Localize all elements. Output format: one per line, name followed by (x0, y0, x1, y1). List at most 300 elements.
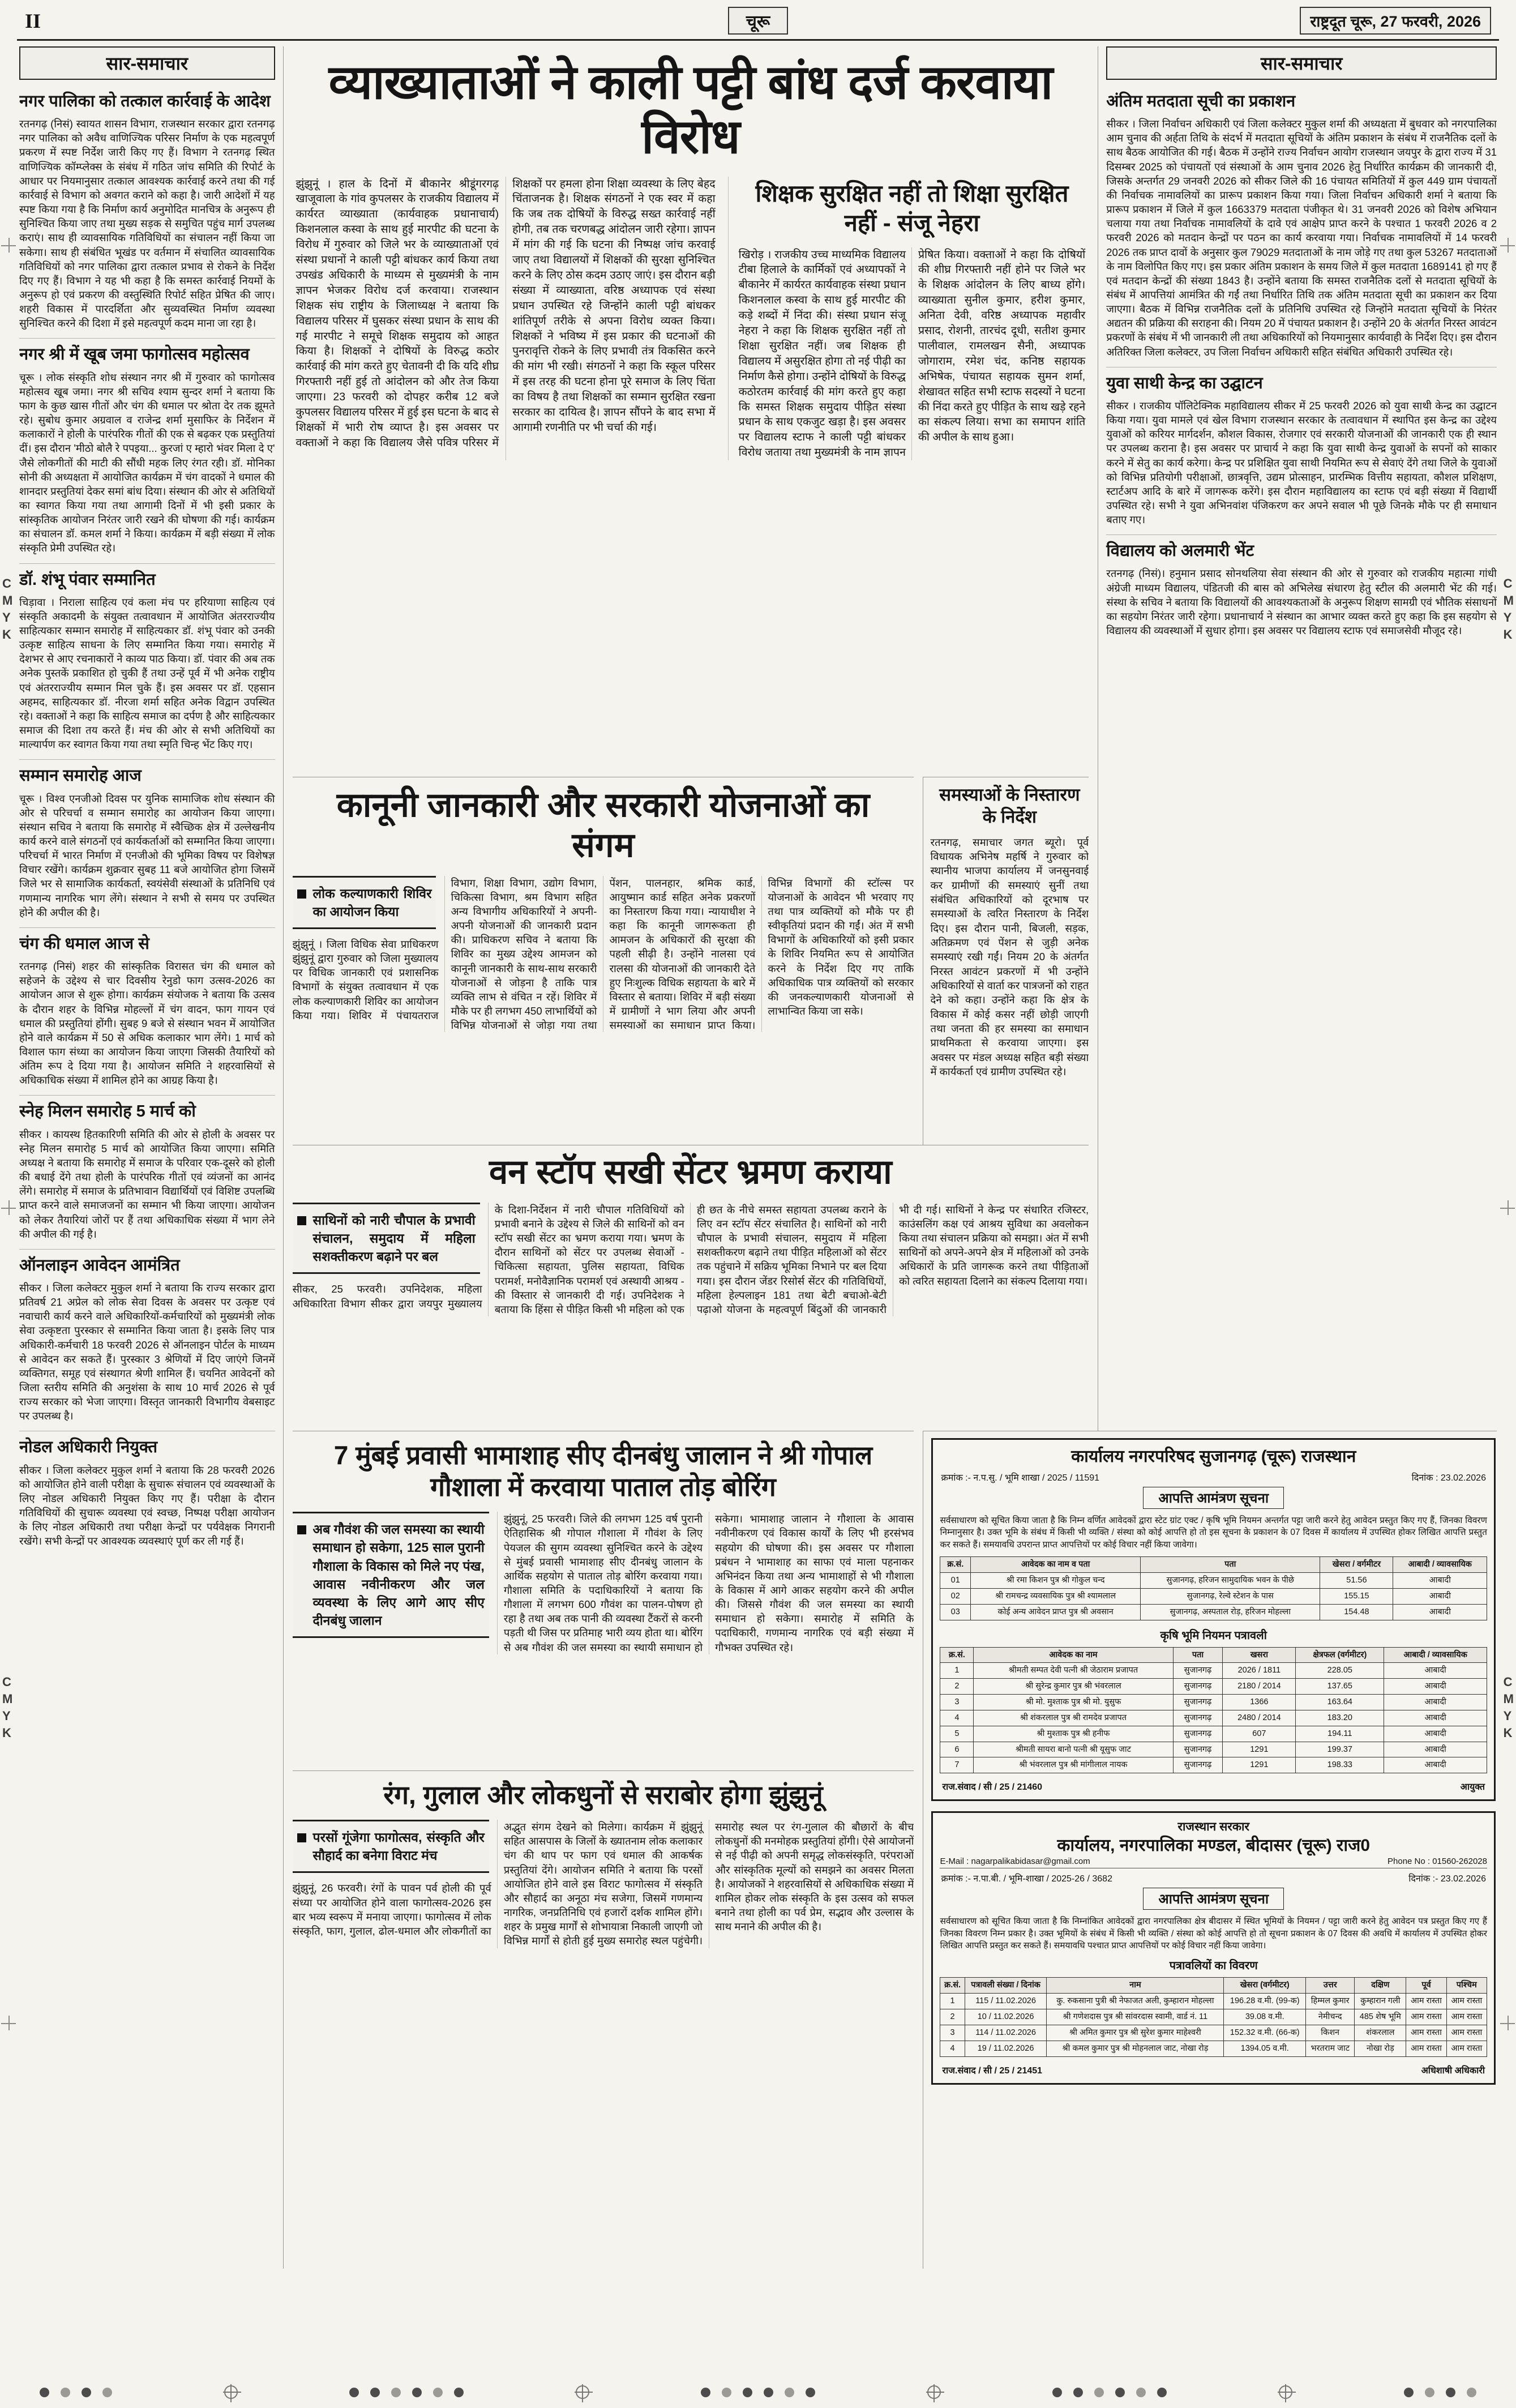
article-body: रतनगढ़ (निसं)। हनुमान प्रसाद सोनथलिया सेवा संस्थान की ओर से गुरुवार को राजकीय महात्मा गांधी अंग्रेजी माध्यम विद्यालय, पंडितजी की बास को अभिलेख संधारण हेतु स्टील की अलमारी भेंट की गई। संस्था के सचिव ने बताया कि विद्यालयों की आवश्यकताओं के अनुरूप शिक्षण सामग्री एवं भौतिक संसाधनों का सहयोग निरंतर जारी रहेगा। प्रधानाचार्य ने संस्थान का आभार व्यक्त करते हुए कहा कि इस सहयोग से विद्यालय की व्यवस्थाओं में सुधार होगा। इस अवसर पर विद्यालय स्टाफ एवं समाजसेवी मौजूद रहे। (1106, 567, 1497, 637)
registration-dot (1404, 2388, 1414, 2397)
left-sidebar (19, 46, 284, 2269)
cell-address: सुजानगढ़ (1173, 1726, 1223, 1742)
column-header: खेसरा / वर्गमीटर (1320, 1557, 1393, 1573)
table-row (940, 2009, 1487, 2025)
cell-applicant: श्री मो. मुश्ताक पुत्र श्री मो. युसुफ (974, 1695, 1173, 1710)
page-content (17, 41, 1499, 2320)
cell-north: नेमीचन्द (1306, 2009, 1355, 2025)
registration-target-icon (576, 2385, 589, 2399)
column-header: पता (1173, 1647, 1223, 1663)
cell-applicant: श्री मुश्ताक पुत्र श्री हनीफ (974, 1726, 1173, 1742)
reference-line (941, 1471, 1486, 1483)
cmyk-registration-right-1 (1504, 578, 1514, 641)
article-headline: नगर श्री में खूब जमा फागोत्सव महोत्सव (19, 345, 250, 364)
registration-dot (722, 2388, 731, 2397)
cell-area: 137.65 (1296, 1679, 1384, 1695)
cell-serial: 1 (940, 1663, 974, 1679)
grievance-article (923, 777, 1089, 1145)
cell-khasra: 154.48 (1320, 1604, 1393, 1620)
table-row (940, 1663, 1487, 1679)
registration-dot (1157, 2388, 1167, 2397)
cell-serial: 02 (940, 1588, 971, 1604)
cell-area: 199.37 (1296, 1742, 1384, 1757)
cell-east: आम रास्ता (1406, 2041, 1446, 2056)
cell-address: सुजानगढ़, रेल्वे स्टेशन के पास (1141, 1588, 1320, 1604)
news-article (19, 1250, 275, 1432)
cmyk-registration-left-1 (2, 578, 12, 641)
lead-body (293, 177, 1089, 461)
article-headline: नगर पालिका को तत्काल कार्रवाई के आदेश (19, 92, 271, 110)
cmyk-letter: M (1503, 593, 1514, 608)
office-name: कार्यालय नगरपरिषद सुजानगढ़ (चूरू) राजस्थान (1071, 1447, 1356, 1466)
cmyk-letter: C (2, 1675, 11, 1689)
registration-dot-group (40, 2388, 112, 2397)
crop-cross-icon (1500, 2016, 1515, 2030)
lead-article (293, 46, 1089, 777)
registration-dot-group (1404, 2388, 1476, 2397)
notice-text: सर्वसाधारण को सूचित किया जाता है कि निम्न वर्णित आवेदकों द्वारा स्टेट ग्रांट एक्ट / कृषि भूमि नियमन अन्तर्गत पट्टा जारी करने हेतु आवेदन प्रस्तुत किए गए हैं, जिनका विवरण निम्नानुसार है। उक्त भूमि के संबंध में किसी भी व्यक्ति / संस्था को कोई आपत्ति हो तो इस सूचना के प्रकाशन के 07 दिवस में कार्यालय में उपस्थित होकर लिखित आपत्ति प्रस्तुत कर सकते हैं। समयावधि उपरान्त प्राप्त आपत्तियों पर कोई विचार नहीं किया जावेगा। (940, 1516, 1487, 1550)
cell-address: सुजानगढ़, अस्पताल रोड़, हरिजन मोहल्ला (1141, 1604, 1320, 1620)
column-header: क्षेत्रफल (वर्गमीटर) (1296, 1647, 1384, 1663)
article-body: सीकर । जिला निर्वाचन अधिकारी एवं जिला कलेक्टर मुकुल शर्मा की अध्यक्षता में बुधवार को नगरपालिका आम चुनाव की अर्हता तिथि के संदर्भ में मतदाता सूचियों के अंतिम प्रकाशन के संबंध में राजनैतिक दलों के साथ बैठक आयोजित की गई। बैठक में उन्होंने राज्य निर्वाचन आयोग राजस्थान जयपुर के द्वारा राज्य में 31 दिसम्बर 2025 को पंचायतों एवं संस्थाओं के आम चुनाव 2026 हेतु निर्धारित कार्यक्रम की जानकारी दी, जिसके अन्तर्गत 29 जनवरी 2026 को सीकर जिले की 16 पंचायत समितियों में कुल 449 ग्राम पंचायतों की निर्वाचक नामावलियों का प्रारूप प्रकाशन किया गया। जिला निर्वाचन अधिकारी शर्मा ने बताया कि प्रारूप प्रकाशन में जिले में कुल 1663379 मतदाता पंजीकृत थे। 31 जनवरी 2026 को विशेष अभियान चलाया गया तथा निर्वाचक नामावलियों के दावे एवं आक्षेप प्राप्त करने के पश्चात 1 फरवरी 2026 व 2 फरवरी 2026 को मतदान केन्द्रों पर पठन का कार्य करवाया गया। निर्वाचक नामावलियों में 14 फरवरी 2026 तक प्राप्त दावों के अनुसार कुल 79029 मतदाताओं के नाम जोड़े गए तथा कुल 53267 मतदाताओं के नाम विलोपित किए गए। इस प्रकार अंतिम प्रकाशन के समय जिले में कुल मतदाता 1689141 हो गए हैं एवं मतदान केन्द्रों की संख्या 1843 है। उन्होंने बताया कि समस्त राजनैतिक दलों से मतदाता सूचियों के संबंध में आपत्तियां आमंत्रित की गईं तथा निर्धारित तिथि तक अंतिम मतदाता सूची का प्रकाशन कर दिया जाएगा। बैठक में विभिन्न राजनैतिक दलों के प्रतिनिधि उपस्थित रहे जिन्होंने मतदाता सूचियों के निरंतर अद्यतन की प्रक्रिया की सराहना की। नियम 20 में पंचायत प्रकाशन है। उन्होंने 20 के अंतर्गत निरस्त आवंटन प्रकरणों के संबंध में भी जानकारी ली तथा अधिकारियों को नियमानुसार कार्यवाही के निर्देश दिए। इस दौरान अतिरिक्त जिला कलेक्टर, उप जिला निर्वाचन अधिकारी सहित संबंधित अधिकारी उपस्थित रहे। (1106, 118, 1497, 358)
cell-address: सुजानगढ़ (1173, 1695, 1223, 1710)
table-row (940, 1572, 1487, 1588)
column-header: क्र.सं. (940, 1647, 974, 1663)
cell-applicant: श्री शंकरलाल पुत्र श्री रामदेव प्रजापत (974, 1710, 1173, 1726)
sub-table-title: पत्रावलियों का विवरण (1169, 1960, 1258, 1973)
notice-bidasar (931, 1811, 1496, 2084)
left-sidebar-title: सार-समाचार (19, 46, 275, 80)
news-article (1106, 535, 1497, 645)
column-header: आवेदक का नाम (974, 1647, 1173, 1663)
article-headline: स्नेह मिलन समारोह 5 मार्च को (19, 1102, 196, 1121)
registration-dot (40, 2388, 49, 2397)
registration-dot (1073, 2388, 1083, 2397)
registration-dot-group (701, 2388, 815, 2397)
registration-dot (764, 2388, 773, 2397)
registration-dot (743, 2388, 752, 2397)
article-body (293, 1820, 914, 1948)
cell-south: नोखा रोड़ (1355, 2041, 1406, 2056)
right-sidebar-title: सार-समाचार (1106, 46, 1497, 80)
cmyk-letter: Y (1503, 1709, 1512, 1723)
news-article (19, 760, 275, 928)
news-article (19, 928, 275, 1096)
notice-title-wrap (940, 1487, 1487, 1509)
page-number: II (25, 9, 41, 32)
lead-body-text: झुंझुनूं । हाल के दिनों में बीकानेर श्रीडूंगरगढ़ खाजूवाला के गांव कुपलसर के राजकीय विद्यालय में कार्यरत व्याख्याता (कार्यवाहक प्रधानाचार्य) किशनलाल कस्वा के साथ हुई मारपीट की घटना के विरोध में गुरुवार को जिले भर के व्याख्याताओं एवं संस्था प्रधानों ने काली पट्टी बांधकर कार्य किया तथा उपखंड अधिकारी के माध्यम से मुख्यमंत्री के नाम ज्ञापन भेजकर विरोध दर्ज करवाया। राजस्थान शिक्षक संघ राष्ट्रीय के जिलाध्यक्ष ने बताया कि विद्यालय परिसर में घुसकर संस्था प्रधान के साथ की गई मारपीट ने समूचे शिक्षक समुदाय को आहत किया है। शिक्षकों ने दोषियों के विरुद्ध कठोर कार्रवाई की मांग करते हुए चेतावनी दी कि यदि शीघ्र गिरफ्तारी नहीं हुई तो आंदोलन को और तेज किया जाएगा। 23 फरवरी को दोपहर करीब 12 बजे कुपलसर विद्यालय परिसर में हुई इस घटना के बाद से शिक्षकों में भारी रोष व्याप्त है। इस अवसर पर वक्ताओं ने कहा कि विद्यालय जैसे पवित्र परिसर में शिक्षकों पर हमला होना शिक्षा व्यवस्था के लिए बेहद चिंताजनक है। शिक्षक संगठनों ने एक स्वर में कहा कि जब तक दोषियों के विरुद्ध सख्त कार्रवाई नहीं होगी, तब तक चरणबद्ध आंदोलन जारी रहेगा। ज्ञापन में मांग की गई कि घटना की निष्पक्ष जांच करवाई जाए तथा विद्यालयों में शिक्षकों की सुरक्षा सुनिश्चित करने के लिए ठोस कदम उठाए जाएं। इस दौरान बड़ी संख्या में व्याख्याता, वरिष्ठ अध्यापक एवं संस्था प्रधान उपस्थित रहे जिन्होंने काली पट्टी बांधकर शांतिपूर्ण तरीके से अपना विरोध व्यक्त किया। शिक्षकों ने भविष्य में इस प्रकार की घटनाओं की पुनरावृत्ति रोकने के लिए प्रभावी तंत्र विकसित करने की मांग भी रखी। संगठनों ने कहा कि स्कूल परिसर में इस तरह की घटना होना पूरे समाज के लिए चिंता का विषय है तथा शिक्षकों का सम्मान सुरक्षित रखना सरकार का दायित्व है। ज्ञापन सौंपने के बाद सभा में आगामी रणनीति पर भी चर्चा की गई। (296, 177, 716, 449)
table-body (940, 1994, 1487, 2056)
registration-target-icon (224, 2385, 238, 2399)
article-highlight-box (293, 1820, 489, 1873)
column-header: क्र.सं. (940, 1978, 965, 1994)
reference-number: क्रमांक :- न.प.सु. / भूमि शाखा / 2025 / 11591 (941, 1473, 1100, 1483)
cell-serial: 4 (940, 2041, 965, 2056)
cell-address: सुजानगढ़ (1173, 1679, 1223, 1695)
crop-cross-icon (1500, 1200, 1515, 1215)
column-header: पता (1141, 1557, 1320, 1573)
table-row (940, 1710, 1487, 1726)
table-row (940, 1742, 1487, 1757)
applicants-table (940, 1556, 1487, 1620)
registration-dot (1136, 2388, 1146, 2397)
paper-date-line: राष्ट्रदूत चूरू, 27 फरवरी, 2026 (1300, 7, 1491, 35)
signature-row (940, 2064, 1487, 2076)
cell-serial: 6 (940, 1742, 974, 1757)
table-row (940, 1994, 1487, 2009)
government-line: राजस्थान सरकार (1177, 1820, 1250, 1834)
cell-applicant: श्री अमित कुमार पुत्र श्री सुरेश कुमार माहेश्वरी (1047, 2025, 1224, 2041)
cell-file-number: 19 / 11.02.2026 (965, 2041, 1047, 2056)
article-headline: रंग, गुलाल और लोकधुनों से सराबोर होगा झुंझुनूं (383, 1780, 823, 1810)
legal-camp-article (293, 777, 914, 1145)
registration-dot (82, 2388, 91, 2397)
cmyk-letter: K (2, 1726, 11, 1740)
cmyk-letter: C (2, 576, 11, 591)
cell-serial: 03 (940, 1604, 971, 1620)
cell-east: आम रास्ता (1406, 1994, 1446, 2009)
edition-name (728, 7, 788, 35)
registration-dot (806, 2388, 815, 2397)
article-highlight-box (293, 1203, 480, 1274)
cell-serial: 2 (940, 1679, 974, 1695)
related-article (728, 177, 1086, 461)
registration-dot (433, 2388, 443, 2397)
cmyk-letter: K (1503, 627, 1513, 641)
registration-dot (61, 2388, 70, 2397)
cell-east: आम रास्ता (1406, 2025, 1446, 2041)
article-headline: विद्यालय को अलमारी भेंट (1106, 542, 1254, 561)
cell-khasra: 607 (1223, 1726, 1296, 1742)
cell-serial: 5 (940, 1726, 974, 1742)
registration-dot-group (1052, 2388, 1167, 2397)
cell-west: आम रास्ता (1446, 2009, 1487, 2025)
table-header (940, 1647, 1487, 1663)
cell-applicant: श्री सुरेन्द्र कुमार पुत्र श्री भंवरलाल (974, 1679, 1173, 1695)
notice-title: आपत्ति आमंत्रण सूचना (1143, 1487, 1284, 1509)
article-headline: वन स्टॉप सखी सेंटर भ्रमण कराया (489, 1153, 892, 1191)
cell-east: आम रास्ता (1406, 2009, 1446, 2025)
article-body (293, 1512, 914, 1654)
cmyk-letter: Y (2, 1709, 11, 1723)
cell-area: 198.33 (1296, 1757, 1384, 1773)
article-headline: डॉ. शंभू पंवार सम्मानित (19, 570, 156, 589)
square-bullet-icon (297, 1216, 306, 1225)
cmyk-letter: C (1503, 576, 1513, 591)
cell-north: हिम्मल कुमार (1306, 1994, 1355, 2009)
sakhi-centre-article (293, 1145, 1089, 1431)
registration-dot (1115, 2388, 1125, 2397)
registration-dot (370, 2388, 380, 2397)
lead-headline: व्याख्याताओं ने काली पट्टी बांध दर्ज करवाया विरोध (328, 55, 1053, 163)
related-article-headline: शिक्षक सुरक्षित नहीं तो शिक्षा सुरक्षित नहीं - संजू नेहरा (755, 179, 1069, 236)
contact-line (940, 1857, 1487, 1868)
reference-number: क्रमांक :- न.पा.बी. / भूमि-शाखा / 2025-26 / 3682 (941, 1874, 1112, 1884)
article-body: चिड़ावा । निराला साहित्य एवं कला मंच पर हरियाणा साहित्य एवं संस्कृति अकादमी के संयुक्त तत्वावधान में आयोजित अंतरराज्यीय साहित्यकार सम्मान समारोह में साहित्यकार डॉ. शंभू पंवार को उनकी उत्कृष्ट साहित्य साधना के लिए सम्मानित किया गया। समारोह में देशभर से आए रचनाकारों ने काव्य पाठ किया। डॉ. पंवार की अब तक अनेक पुस्तकें प्रकाशित हो चुकी हैं तथा उन्हें पूर्व में भी अनेक राष्ट्रीय एवं अंतरराज्यीय सम्मान मिल चुके हैं। इस अवसर पर डॉ. एहसान अहमद, साहित्यकार डॉ. नीरजा शर्मा सहित अनेक विद्वान उपस्थित रहे। वक्ताओं ने कहा कि साहित्य समाज का दर्पण है और साहित्यकार समाज की दिशा तय करते हैं। मंच की ओर से सभी अतिथियों का माल्यार्पण कर स्वागत किया गया तथा स्मृति चिन्ह भेंट किए गए। (19, 596, 275, 751)
cell-type: आबादी (1384, 1742, 1487, 1757)
cell-applicant: श्री रामचन्द्र व्यवसायिक पुत्र श्री श्यामलाल (971, 1588, 1141, 1604)
cell-type: आबादी (1384, 1757, 1487, 1773)
cell-west: आम रास्ता (1446, 2041, 1487, 2056)
cell-north: किशन (1306, 2025, 1355, 2041)
article-body: सीकर । जिला कलेक्टर मुकुल शर्मा ने बताया कि 28 फरवरी 2026 को आयोजित होने वाली परीक्षा के सुचारू संचालन एवं व्यवस्थाओं के लिए नोडल अधिकारी नियुक्त किए गए हैं। परीक्षा के दौरान गतिविधियों की सुचारू व्यवस्था एवं स्वच्छ, निष्पक्ष परीक्षा आयोजन के लिए नोडल अधिकारी तथा परीक्षा केन्द्रों पर पर्यवेक्षक निगरानी रखेंगे। सभी केन्द्रों पर आवश्यक व्यवस्थाएं पूर्ण कर ली गई हैं। (19, 1464, 275, 1547)
table-header-row (940, 1557, 1487, 1573)
cell-type: आबादी (1384, 1663, 1487, 1679)
cell-type: आबादी (1384, 1695, 1487, 1710)
column-header: उत्तर (1306, 1978, 1355, 1994)
cmyk-letter: Y (2, 610, 11, 625)
signatory: अधिशाषी अधिकारी (1421, 2065, 1485, 2076)
cell-applicant: श्री रमा किशन पुत्र श्री गोकुल चन्द (971, 1572, 1141, 1588)
table-row (940, 1679, 1487, 1695)
cell-applicant: श्री गणेशदास पुत्र श्री सांवरदास स्वामी, वार्ड नं. 11 (1047, 2009, 1224, 2025)
table-row (940, 2025, 1487, 2041)
right-sidebar (1098, 46, 1497, 1431)
cell-applicant: श्री कमल कुमार पुत्र श्री मोहनलाल जाट, नोखा रोड़ (1047, 2041, 1224, 2056)
cmyk-letter: M (2, 1692, 13, 1706)
office-name: कार्यालय, नगरपालिका मण्डल, बीदासर (चूरू) राज0 (1057, 1836, 1371, 1855)
crop-cross-icon (1, 2016, 16, 2030)
registration-dot (1052, 2388, 1062, 2397)
cell-khasra: 51.56 (1320, 1572, 1393, 1588)
cell-applicant: कु. रुकसाना पुत्री श्री नेफाजत अली, कुम्हारान मोहल्ला (1047, 1994, 1224, 2009)
table-header-row (940, 1647, 1487, 1663)
table-row (940, 1757, 1487, 1773)
cmyk-letter: K (1503, 1726, 1513, 1740)
table-header (940, 1978, 1487, 1994)
column-header: पूर्व (1406, 1978, 1446, 1994)
highlight-text: साथिनों को नारी चौपाल के प्रभावी संचालन, समुदाय में महिला सशक्तीकरण बढ़ाने पर बल (312, 1212, 476, 1264)
cmyk-letter: K (2, 627, 11, 641)
news-article (19, 339, 275, 563)
registration-dot (454, 2388, 464, 2397)
article-body (293, 876, 914, 1033)
article-headline: नोडल अधिकारी नियुक्त (19, 1438, 158, 1457)
notice-title-wrap (940, 1888, 1487, 1910)
notice-date: दिनांक :- 23.02.2026 (1408, 1874, 1486, 1884)
press-reference: राज.संवाद / सी / 25 / 21460 (942, 1782, 1043, 1793)
table-row (940, 1604, 1487, 1620)
table-row (940, 1726, 1487, 1742)
cell-area: 39.08 व.मी. (1224, 2009, 1306, 2025)
fagotsav-article (293, 1770, 914, 2269)
article-headline: चंग की धमाल आज से (19, 934, 149, 953)
cell-applicant: श्री भंवरलाल पुत्र श्री मांगीलाल नायक (974, 1757, 1173, 1773)
registration-dot (1446, 2388, 1455, 2397)
sub-table-title: कृषि भूमि नियमन पत्रावली (1160, 1629, 1267, 1642)
registration-dot (349, 2388, 359, 2397)
body-text: झुंझुनूं, 25 फरवरी। जिले की लगभग 125 वर्ष पुरानी ऐतिहासिक श्री गोपाल गौशाला में गौवंश के लिए पेयजल की सुगम व्यवस्था सुनिश्चित करने के उद्देश्य से मुंबई प्रवासी भामाशाह सीए दीनबंधु जालान के आर्थिक सहयोग से पाताल तोड़ बोरिंग करवाया गया। गौशाला समिति के पदाधिकारियों ने बताया कि गौशाला में लगभग 600 गौवंश का पालन-पोषण हो रहा है तथा अब तक पानी की व्यवस्था टैंकरों से करनी पड़ती थी जिस पर प्रतिमाह भारी व्यय होता था। बोरिंग से अब गौवंश की जल समस्या का स्थायी समाधान हो सकेगा। भामाशाह जालान ने गौशाला के आवास नवीनीकरण एवं विकास कार्यों के लिए भी हरसंभव सहयोग की घोषणा की। इस अवसर पर गौशाला प्रबंधन ने भामाशाह का साफा एवं माला पहनाकर अभिनंदन किया तथा अन्य भामाशाहों से भी गौशाला के विकास में आगे आकर सहयोग करने की अपील की। जिससे गौवंश की जल समस्या का स्थायी समाधान हो सकेगा। समारोह में समिति के पदाधिकारी, गणमान्य नागरिक एवं बड़ी संख्या में गौभक्त उपस्थित रहे। (503, 1513, 914, 1653)
article-body: चूरू । लोक संस्कृति शोध संस्थान नगर श्री में गुरुवार को फागोत्सव महोत्सव खूब जमा। नगर श्री सचिव श्याम सुन्दर शर्मा ने बताया कि फाग के कुछ खास गीतों और चंग की धमाल पर श्रोता देर तक झूमते रहे। सुबोध कुमार अग्रवाल व राजेन्द्र शर्मा मुसाफिर के निर्देशन में कलाकारों ने होली के पारंपरिक गीतों की एक से बढ़कर एक प्रस्तुतियां दीं। इस दौरान 'मीठो बोलै रे पपइया... कुरजां ए म्हारो भंवर मिला दे ए' जैसे लोकगीतों की माटी की सौंधी महक लिए रंगत रही। डॉ. मोनिका सोनी की अध्यक्षता में आयोजित कार्यक्रम में चंग वादकों ने धमाल की शानदार प्रस्तुतियां देकर समां बांध दिया। संस्थान की ओर से अतिथियों का स्वागत किया गया तथा आगामी दिनों में भी इसी प्रकार के सांस्कृतिक आयोजन निरंतर जारी रखने की घोषणा की गई। कार्यक्रम का संचालन डॉ. कमल शर्मा ने किया। कार्यक्रम में बड़ी संख्या में लोक संस्कृति प्रेमी उपस्थित रहे। (19, 371, 275, 554)
office-email: E-Mail : nagarpalikabidasar@gmail.com (940, 1857, 1090, 1867)
registration-target-icon (1279, 2385, 1292, 2399)
table-body (940, 1572, 1487, 1620)
column-header: खेसरा (वर्गमीटर) (1224, 1978, 1306, 1994)
cell-serial: 1 (940, 1994, 965, 2009)
cell-file-number: 115 / 11.02.2026 (965, 1994, 1047, 2009)
article-headline: ऑनलाइन आवेदन आमंत्रित (19, 1256, 180, 1274)
body-text: झुंझुनूं । जिला विधिक सेवा प्राधिकरण झुंझुनूं द्वारा गुरुवार को जिला मुख्यालय पर विधिक जानकारी एवं प्रशासनिक विभागों के संयुक्त तत्वावधान में एक लोक कल्याणकारी शिविर का आयोजन किया गया। शिविर में पंचायतराज विभाग, शिक्षा विभाग, उद्योग विभाग, चिकित्सा विभाग, श्रम विभाग सहित अन्य विभागीय अधिकारियों ने अपनी-अपनी योजनाओं की जानकारी प्रदान की। प्राधिकरण सचिव ने बताया कि शिविर का मुख्य उद्देश्य आमजन को कानूनी जानकारी के साथ-साथ सरकारी योजनाओं से जोड़ना है ताकि पात्र व्यक्ति लाभ से वंचित न रहें। शिविर में मौके पर ही लगभग 450 लाभार्थियों को विभिन्न योजनाओं से जोड़ा गया तथा पेंशन, पालनहार, श्रमिक कार्ड, आयुष्मान कार्ड सहित अनेक प्रकरणों का निस्तारण किया गया। न्यायाधीश ने कहा कि कानूनी जागरूकता ही आमजन के अधिकारों की सुरक्षा की पहली सीढ़ी है। उन्होंने नालसा एवं रालसा की योजनाओं की जानकारी देते हुए निःशुल्क विधिक सहायता के बारे में विस्तार से बताया। शिविर में बड़ी संख्या में ग्रामीणों ने भाग लिया और अपनी समस्याओं का समाधान प्राप्त किया। विभिन्न विभागों की स्टॉल्स पर योजनाओं के आवेदन भी भरवाए गए तथा पात्र व्यक्तियों को मौके पर ही स्वीकृतियां प्रदान की गईं। अंत में सभी विभागों के अधिकारियों को इसी प्रकार के शिविर नियमित रूप से आयोजित करने के निर्देश दिए गए ताकि अधिकाधिक पात्र व्यक्तियों को सरकार की जनकल्याणकारी योजनाओं से लाभान्वित किया जा सके। (292, 876, 914, 1032)
table-header (940, 1557, 1487, 1573)
left-sidebar-articles (19, 85, 275, 1556)
table-row (940, 1695, 1487, 1710)
office-phone: Phone No : 01560-262028 (1387, 1857, 1487, 1867)
article-highlight-box (293, 876, 436, 929)
cell-type: आबादी (1393, 1604, 1487, 1620)
article-headline: 7 मुंबई प्रवासी भामाशाह सीए दीनबंधु जालान ने श्री गोपाल गौशाला में करवाया पाताल तोड़ बोरिंग (333, 1440, 873, 1502)
cell-type: आबादी (1393, 1572, 1487, 1588)
column-header: पश्चिम (1446, 1978, 1487, 1994)
cell-serial: 3 (940, 2025, 965, 2041)
news-article (1106, 85, 1497, 367)
table-body (940, 1663, 1487, 1773)
cell-khasra: 2026 / 1811 (1223, 1663, 1296, 1679)
cell-area: 1394.05 व.मी. (1224, 2041, 1306, 2056)
table-row (940, 1588, 1487, 1604)
cell-file-number: 10 / 11.02.2026 (965, 2009, 1047, 2025)
article-headline: सम्मान समारोह आज (19, 767, 142, 785)
article-body: रतनगढ़ (निसं) शहर की सांस्कृतिक विरासत चंग की धमाल को सहेजने के उद्देश्य से चार दिवसीय रेनुडो फाग उत्सव-2026 का आयोजन आज से शुरू होगा। कार्यक्रम संयोजक ने बताया कि उत्सव के दौरान शहर के विभिन्न मोहल्लों में चंग वादन, फाग गायन एवं धमाल की प्रस्तुतियां होंगी। सुबह 9 बजे से संस्थान भवन में आयोजित होने वाले कार्यक्रम में 50 से अधिक कलाकार भाग लेंगे। 1 मार्च को विशाल फाग संध्या का आयोजन किया जाएगा जिसकी तैयारियों को अंतिम रूप दे दिया गया है। आयोजन समिति ने शहरवासियों से अधिकाधिक संख्या में शामिल होने का आग्रह किया है। (19, 960, 275, 1087)
notice-sujangarh (931, 1438, 1496, 1801)
signature-row (940, 1780, 1487, 1793)
cell-area: 194.11 (1296, 1726, 1384, 1742)
registration-dot (102, 2388, 112, 2397)
cell-khasra: 2180 / 2014 (1223, 1679, 1296, 1695)
article-body: सीकर । कायस्थ हितकारिणी समिति की ओर से होली के अवसर पर स्नेह मिलन समारोह 5 मार्च को आयोजित किया जाएगा। समिति अध्यक्ष ने बताया कि समारोह में समाज के परिवार एक-दूसरे को होली की बधाई देंगे तथा होली के पारंपरिक गीतों एवं व्यंजनों का आनंद लेंगे। समारोह में समाज के प्रतिभावान विद्यार्थियों एवं विशिष्ट उपलब्धि प्राप्त करने वाले समाजजनों का सम्मान भी किया जाएगा। आयोजन को लेकर तैयारियां जोरों पर हैं तथा अधिकाधिक संख्या में भाग लेने की अपील की गई है। (19, 1128, 275, 1240)
registration-dot (1425, 2388, 1434, 2397)
news-article (19, 1431, 275, 1556)
edition-label: चूरू (728, 7, 788, 35)
cell-applicant: कोई अन्य आवेदन प्राप्त पुत्र श्री अवसान (971, 1604, 1141, 1620)
files-table (940, 1977, 1487, 2056)
registration-dot (1467, 2388, 1476, 2397)
column-header: खसरा (1223, 1647, 1296, 1663)
cell-south: 485 शेष भूमि (1355, 2009, 1406, 2025)
cell-applicant: श्रीमती सायरा बानो पत्नी श्री यूसुफ जाट (974, 1742, 1173, 1757)
cell-address: सुजानगढ़ (1173, 1663, 1223, 1679)
cell-applicant: श्रीमती सम्पत देवी पत्नी श्री जेठाराम प्रजापत (974, 1663, 1173, 1679)
crop-cross-icon (1500, 238, 1515, 253)
cell-address: सुजानगढ़ (1173, 1757, 1223, 1773)
registration-bar (40, 2385, 1476, 2399)
cell-area: 163.64 (1296, 1695, 1384, 1710)
article-headline: समस्याओं के निस्तारण के निर्देश (939, 785, 1080, 827)
table-row (940, 2041, 1487, 2056)
cell-khasra: 1291 (1223, 1757, 1296, 1773)
highlight-text: परसों गूंजेगा फागोत्सव, संस्कृति और सौहार्द का बनेगा विराट मंच (312, 1830, 485, 1863)
table-header-row (940, 1978, 1487, 1994)
notice-title: आपत्ति आमंत्रण सूचना (1143, 1888, 1284, 1910)
press-reference: राज.संवाद / सी / 25 / 21451 (942, 2065, 1043, 2076)
right-sidebar-articles (1106, 85, 1497, 645)
body-text: झुंझुनूं, 26 फरवरी। रंगों के पावन पर्व होली की पूर्व संध्या पर आयोजित होने वाला फागोत्सव-2026 इस बार भव्य स्वरूप में मनाया जाएगा। फागोत्सव में लोक संस्कृति, फाग, गुलाल, ढोल-धमाल और लोकगीतों का अद्भुत संगम देखने को मिलेगा। कार्यक्रम में झुंझुनूं सहित आसपास के जिलों के ख्यातनाम लोक कलाकार चंग की थाप पर फाग एवं धमाल की आकर्षक प्रस्तुतियां देंगे। आयोजन समिति ने बताया कि परसों आयोजित होने वाले इस विराट फागोत्सव में संस्कृति और सौहार्द का अनूठा मंच सजेगा, जिसमें गणमान्य नागरिक, जनप्रतिनिधि एवं हजारों दर्शक शामिल होंगे। शहर के प्रमुख मार्गों से शोभायात्रा निकाली जाएगी जो विभिन्न मार्गों से होती हुई मुख्य समारोह स्थल पहुंचेगी। समारोह स्थल पर रंग-गुलाल की बौछारों के बीच लोकधुनों की मनमोहक प्रस्तुतियां होंगी। ऐसे आयोजनों से नई पीढ़ी को अपनी समृद्ध लोकसंस्कृति, परंपराओं और सांस्कृतिक मूल्यों को समझने का अवसर मिलता है। आयोजकों ने शहरवासियों से अधिकाधिक संख्या में शामिल होकर लोक संस्कृति के इस उत्सव को सफल बनाने तथा होली का पर्व प्रेम, सद्भाव और उल्लास के साथ मनाने की अपील की है। (292, 1821, 914, 1947)
cell-address: सुजानगढ़ (1173, 1742, 1223, 1757)
column-header: नाम (1047, 1978, 1224, 1994)
cell-serial: 4 (940, 1710, 974, 1726)
cell-type: आबादी (1393, 1588, 1487, 1604)
registration-dot-group (349, 2388, 464, 2397)
cell-south: कुम्हारान गली (1355, 1994, 1406, 2009)
cell-area: 196.28 व.मी. (99-क) (1224, 1994, 1306, 2009)
cell-north: भरतराम जाट (1306, 2041, 1355, 2056)
article-body: सीकर । राजकीय पॉलिटेक्निक महाविद्यालय सीकर में 25 फरवरी 2026 को युवा साथी केन्द्र का उद्घाटन किया गया। युवा मामले एवं खेल विभाग राजस्थान सरकार के तत्वावधान में स्थापित इस केन्द्र का उद्देश्य युवाओं को करियर मार्गदर्शन, कौशल विकास, रोजगार एवं सरकारी योजनाओं की जानकारी एक ही स्थान पर उपलब्ध कराना है। इस अवसर पर प्राचार्य ने कहा कि युवा साथी केन्द्र युवाओं के सपनों को साकार करने में सेतु का कार्य करेगा। केन्द्र पर प्रशिक्षित युवा साथी नियमित रूप से सेवाएं देंगे तथा जिले के युवाओं को विभिन्न प्रतियोगी परीक्षाओं, छात्रवृत्ति, उद्यम प्रोत्साहन, प्रारम्भिक वित्तीय सहायता, कौशल प्रशिक्षण, स्टार्टअप आदि के बारे में जागरूक करेंगे। इस दौरान महाविद्यालय का स्टाफ एवं बड़ी संख्या में विद्यार्थी उपस्थित रहे। सभी ने युवा अभिनवांश पंजिकरण कर अपने सवाल भी पूछे जिनके मौके पर ही समाधान बताए गए। (1106, 399, 1497, 526)
square-bullet-icon (297, 1833, 306, 1842)
crop-cross-icon (1, 238, 16, 253)
cell-type: आबादी (1384, 1710, 1487, 1726)
registration-dot (701, 2388, 710, 2397)
cell-address: सुजानगढ़, हरिजन सामुदायिक भवन के पीछे (1141, 1572, 1320, 1588)
gaushala-article (293, 1431, 914, 1770)
cmyk-registration-right-2 (1504, 1676, 1514, 1739)
crop-cross-icon (1, 1200, 16, 1215)
cell-area: 228.05 (1296, 1663, 1384, 1679)
article-body: सीकर । जिला कलेक्टर मुकुल शर्मा ने बताया कि राज्य सरकार द्वारा प्रतिवर्ष 21 अप्रेल को लोक सेवा दिवस के अवसर पर उत्कृष्ट एवं नवाचारी कार्य करने वाले अधिकारियों-कर्मचारियों को मुख्यमंत्री लोक सेवा उत्कृष्टता पुरस्कार से सम्मानित किया जाता है। इसके लिए पात्र अधिकारी-कर्मचारी 18 फरवरी 2026 से ऑनलाइन पोर्टल के माध्यम से आवेदन कर सकते हैं। पुरस्कार 3 श्रेणियों में दिए जाएंगे जिनमें व्यक्तिगत, समूह एवं संस्थागत श्रेणी शामिल हैं। चयनित आवेदनों को जिला स्तरीय समिति की अनुशंसा के साथ 10 मार्च 2026 से पूर्व राज्य सरकार को भेजा जाएगा। विस्तृत जानकारी विभागीय वेबसाइट पर उपलब्ध है। (19, 1281, 275, 1422)
news-article (19, 564, 275, 760)
cell-type: आबादी (1384, 1726, 1487, 1742)
cmyk-registration-left-2 (2, 1676, 12, 1739)
registration-dot (391, 2388, 401, 2397)
square-bullet-icon (297, 889, 306, 899)
cell-serial: 01 (940, 1572, 971, 1588)
cell-area: 183.20 (1296, 1710, 1384, 1726)
registration-dot (785, 2388, 794, 2397)
article-body: रतनगढ़ (निसं) स्वायत शासन विभाग, राजस्थान सरकार द्वारा रतनगढ़ नगर पालिका को अवैध वाणिज्यिक परिसर निर्माण के एक महत्वपूर्ण प्रकरण में स्पष्ट निर्देश जारी किए गए हैं। विभाग ने रतनगढ़ स्थित वाणिज्यिक कॉम्प्लेक्स के संबंध में गठित जांच समिति की रिपोर्ट के आधार पर नियमानुसार तत्काल आवश्यक कार्रवाई करने तथा की गई कार्रवाई से विभाग को अवगत कराने को कहा है। जारी आदेशों में यह स्पष्ट किया गया है कि निर्माण कार्य अनुमोदित मानचित्र के अनुरूप ही सुनिश्चित किया जाए तथा मुख्य सड़क से समुचित पहुंच मार्ग उपलब्ध कराएं। साथ ही व्यावसायिक गतिविधियों का संचालन नहीं किया जा सकेगा। साथ ही संबंधित भूखंड पर वर्तमान में संचालित व्यावसायिक गतिविधियों को नगर पालिका द्वारा तत्काल प्रभाव से रोकने के निर्देश दिए गए हैं। विभाग ने यह भी कहा है कि समस्त कार्रवाई नियमों के अनुरूप हो एवं प्रकरण की वस्तुस्थिति रिपोर्ट सहित प्रेषित की जाए। शहरी विकास में पारदर्शिता और सुव्यवस्थित निर्माण व्यवस्था सुनिश्चित करने की दिशा में इसे महत्वपूर्ण कदम माना जा रहा है। (19, 118, 275, 330)
article-body: चूरू । विश्व एनजीओ दिवस पर युनिक सामाजिक शोध संस्थान की ओर से परिचर्चा व सम्मान समारोह का आयोजन किया जाएगा। संस्थान सचिव ने बताया कि समारोह में स्वैच्छिक क्षेत्र में उल्लेखनीय कार्य करने वाले संगठनों एवं कार्यकर्ताओं को सम्मानित किया जाएगा। परिचर्चा में भारत निर्माण में एनजीओ की भूमिका विषय पर विशेषज्ञ विचार रखेंगे। कार्यक्रम शुक्रवार सुबह 11 बजे आयोजित होगा जिसमें जिले भर से सामाजिक कार्यकर्ता, स्वयंसेवी संस्थाओं के प्रतिनिधि एवं गणमान्य नागरिक भाग लेंगे। संस्थान ने सभी से समय पर उपस्थित होने की अपील की है। (19, 792, 275, 918)
cell-khasra: 2480 / 2014 (1223, 1710, 1296, 1726)
article-body: रतनगढ़, समाचार जगत ब्यूरो। पूर्व विधायक अभिनेष महर्षि ने गुरुवार को स्थानीय भाजपा कार्यालय में जनसुनवाई कर ग्रामीणों की समस्याएं सुनीं तथा संबंधित अधिकारियों को दूरभाष पर समस्याओं के त्वरित निस्तारण के निर्देश दिए। इस दौरान पानी, बिजली, सड़क, अतिक्रमण एवं पेंशन से जुड़ी अनेक समस्याएं रखी गईं। नियम 20 के अंतर्गत निरस्त आवंटन प्रकरणों में भी उन्होंने अधिकारियों से वार्ता कर पात्रजनों को राहत देने को कहा। उन्होंने कहा कि क्षेत्र के विकास में कोई कसर नहीं छोड़ी जाएगी तथा जनता की हर समस्या का समाधान प्राथमिकता से करवाया जाएगा। इस अवसर पर मंडल अध्यक्ष सहित बड़ी संख्या में कार्यकर्ता एवं ग्रामीण उपस्थित रहे। (930, 836, 1089, 1077)
cell-address: सुजानगढ़ (1173, 1710, 1223, 1726)
cmyk-letter: M (1503, 1692, 1514, 1706)
column-header: पत्रावली संख्या / दिनांक (965, 1978, 1047, 1994)
cell-south: शंकरलाल (1355, 2025, 1406, 2041)
news-article (19, 1096, 275, 1249)
cell-area: 152.32 व.मी. (66-क) (1224, 2025, 1306, 2041)
body-text: सीकर, 25 फरवरी। उपनिदेशक, महिला अधिकारिता विभाग सीकर द्वारा जयपुर मुख्यालय के दिशा-निर्देशन में नारी चौपाल गतिविधियों को प्रभावी बनाने के उद्देश्य से जिले की साथिनों को वन स्टॉप सखी सेंटर का भ्रमण कराया गया। भ्रमण के दौरान साथिनों को सेंटर पर उपलब्ध सेवाओं - चिकित्सा सहायता, पुलिस सहायता, विधिक परामर्श, मनोवैज्ञानिक परामर्श एवं अस्थायी आश्रय - की विस्तार से जानकारी दी गई। उपनिदेशक ने बताया कि हिंसा से पीड़ित किसी भी महिला को एक ही छत के नीचे समस्त सहायता उपलब्ध कराने के लिए वन स्टॉप सेंटर संचालित है। साथिनों को नारी चौपाल के प्रभावी संचालन, समुदाय में महिला सशक्तीकरण बढ़ाने तथा पीड़ित महिलाओं को सेंटर तक पहुंचाने में सक्रिय भूमिका निभाने पर बल दिया गया। इस दौरान जेंडर रिसोर्स सेंटर की गतिविधियों, महिला हेल्पलाइन 181 तथा बेटी बचाओ-बेटी पढ़ाओ योजना के महत्वपूर्ण बिंदुओं की जानकारी भी दी गई। साथिनों ने केन्द्र पर संधारित रजिस्टर, काउंसलिंग कक्ष एवं आश्रय सुविधा का अवलोकन किया तथा संचालन प्रक्रिया को समझा। अंत में सभी साथिनों को अपने-अपने क्षेत्र में महिलाओं को उनके अधिकारों के प्रति जागरूक करने तथा पीड़िताओं को त्वरित सहायता दिलाने का संकल्प दिलाया गया। (292, 1203, 1089, 1315)
reference-line (941, 1872, 1486, 1884)
article-headline: कानूनी जानकारी और सरकारी योजनाओं का संगम (336, 786, 870, 864)
notice-date: दिनांक : 23.02.2026 (1411, 1473, 1486, 1483)
article-headline: अंतिम मतदाता सूची का प्रकाशन (1106, 92, 1296, 110)
public-notices (923, 1431, 1497, 2269)
registration-dot (412, 2388, 422, 2397)
article-highlight-box (293, 1512, 489, 1638)
cell-type: आबादी (1384, 1679, 1487, 1695)
cell-serial: 7 (940, 1757, 974, 1773)
cmyk-letter: C (1503, 1675, 1513, 1689)
highlight-text: लोक कल्याणकारी शिविर का आयोजन किया (312, 886, 432, 919)
cell-west: आम रास्ता (1446, 1994, 1487, 2009)
notice-text: सर्वसाधारण को सूचित किया जाता है कि निम्नांकित आवेदकों द्वारा नगरपालिका क्षेत्र बीदासर में स्थित भूमियों के नियमन / पट्टा जारी करने हेतु आवेदन पत्र प्रस्तुत किए गए हैं जिनका विवरण निम्न प्रकार है। उक्त भूमियों के संबंध में किसी भी व्यक्ति / संस्था को कोई आपत्ति हो तो सूचना प्रकाशन के 07 दिवस की अवधि में कार्यालय में उपस्थित होकर लिखित आपत्ति प्रस्तुत कर सकते हैं। समयावधि पश्चात प्राप्त आपत्तियों पर कोई विचार नहीं किया जावेगा। (940, 1917, 1487, 1951)
related-article-body: खिरोड़ । राजकीय उच्च माध्यमिक विद्यालय टीबा हिलाले के कार्मिकों एवं अध्यापकों ने बीकानेर में कार्यरत कार्यवाहक संस्था प्रधान किशनलाल कस्वा के साथ हुई मारपीट की कड़े शब्दों में निंदा की। संस्था प्रधान संजू नेहरा ने कहा कि शिक्षक सुरक्षित नहीं तो शिक्षा सुरक्षित नहीं। जब शिक्षक ही विद्यालय में असुरक्षित होगा तो नई पीढ़ी का निर्माण कैसे होगा। उन्होंने दोषियों के विरुद्ध कठोरतम कार्रवाई की मांग करते हुए कहा कि समस्त शिक्षक समुदाय पीड़ित संस्था प्रधान के साथ एकजुट खड़ा है। इस अवसर पर विद्यालय स्टाफ ने काली पट्टी बांधकर विरोध जताया तथा मुख्यमंत्री के नाम ज्ञापन प्रेषित किया। वक्ताओं ने कहा कि दोषियों की शीघ्र गिरफ्तारी नहीं होने पर जिले भर के शिक्षक आंदोलन के लिए बाध्य होंगे। व्याख्याता सुनील कुमार, हरीश कुमार, अनिता देवी, वरिष्ठ अध्यापक महावीर प्रसाद, रोशनी, तारचंद दूधी, सतीश कुमार पालीवाल, रामलखन सैनी, अध्यापक जोगाराम, रमेश चंद, कनिष्ठ सहायक अभिषेक, पंचायत सहायक सुमन शर्मा, शेखावत सहित सभी स्टाफ सदस्यों ने घटना की निंदा करते हुए पीड़ित के साथ खड़े रहने का संकल्प लिया। सभा का समापन शांति की अपील के साथ हुआ। (738, 248, 1086, 459)
cell-khasra: 155.15 (1320, 1588, 1393, 1604)
cell-khasra: 1291 (1223, 1742, 1296, 1757)
registration-dot (1094, 2388, 1104, 2397)
column-header: आबादी / व्यावसायिक (1393, 1557, 1487, 1573)
column-header: दक्षिण (1355, 1978, 1406, 1994)
column-header: आबादी / व्यावसायिक (1384, 1647, 1487, 1663)
masthead (17, 3, 1499, 41)
news-article (1106, 367, 1497, 536)
registration-target-icon (927, 2385, 941, 2399)
article-body (293, 1203, 1089, 1316)
agri-land-table (940, 1647, 1487, 1774)
cell-serial: 2 (940, 2009, 965, 2025)
column-header: क्र.सं. (940, 1557, 971, 1573)
column-header: आवेदक का नाम व पता (971, 1557, 1141, 1573)
signatory: आयुक्त (1460, 1782, 1485, 1793)
highlight-text: अब गौवंश की जल समस्या का स्थायी समाधान हो सकेगा, 125 साल पुरानी गौशाला के विकास को मिले नए पंख, आवास नवीनीकरण और जल व्यवस्था के लिए आगे आए सीए दीनबंधु जालान (312, 1522, 485, 1628)
cmyk-letter: M (2, 593, 13, 608)
